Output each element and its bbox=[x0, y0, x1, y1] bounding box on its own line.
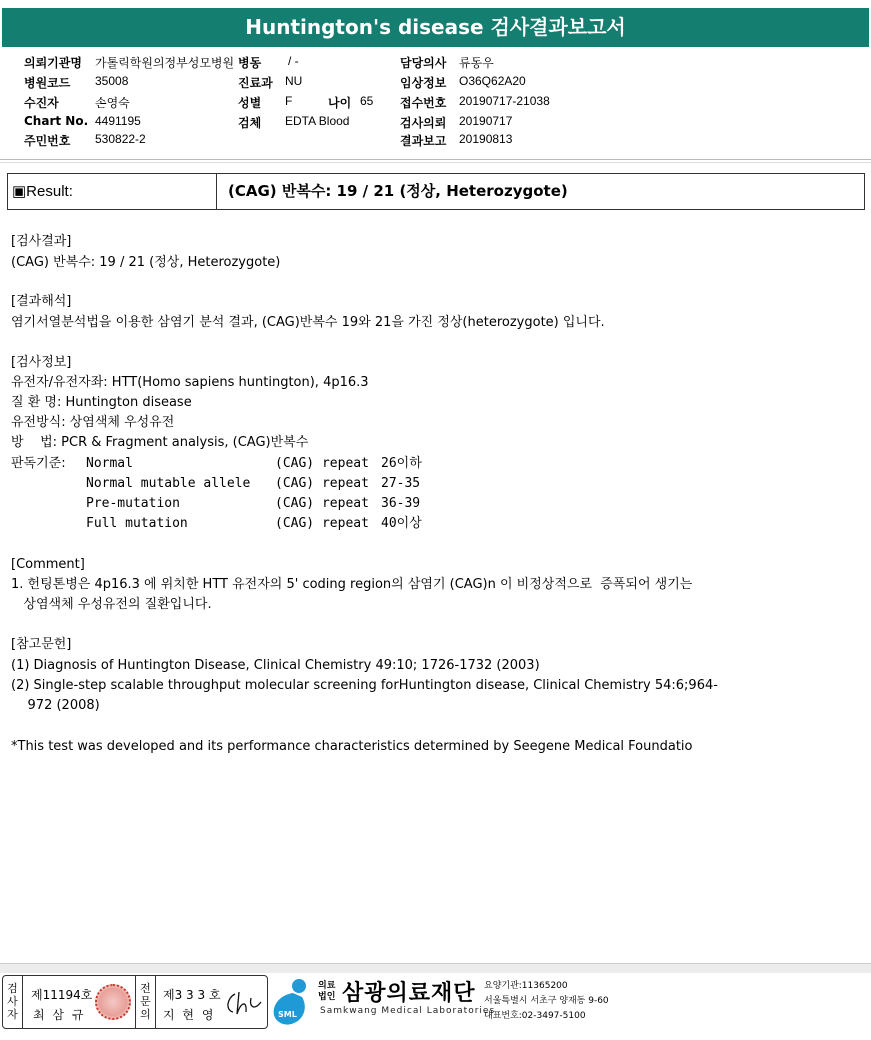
hospital-code-label: 병원코드 bbox=[24, 76, 71, 90]
tester-vertical-label: 검사자 bbox=[3, 976, 23, 1028]
info-header: [검사정보] bbox=[11, 355, 72, 370]
specimen-label: 검체 bbox=[238, 116, 262, 130]
info-method: 방 법: PCR & Fragment analysis, (CAG)반복수 bbox=[11, 435, 309, 450]
phone: 대표번호:02-3497-5100 bbox=[484, 1011, 586, 1021]
id-value: 530822-2 bbox=[95, 132, 146, 146]
criteria-label: 판독기준: bbox=[11, 456, 66, 471]
expert-vertical-label: 전문의 bbox=[136, 976, 156, 1028]
ref-header: [참고문헌] bbox=[11, 637, 72, 652]
info-disease: 질 환 명: Huntington disease bbox=[11, 395, 192, 410]
criteria-range: 27-35 bbox=[381, 476, 421, 491]
age-label: 나이 bbox=[328, 96, 352, 110]
expert-license-no: 제3 3 3 호 bbox=[163, 988, 221, 1002]
ref-line: 972 (2008) bbox=[11, 698, 100, 713]
patient-label: 수진자 bbox=[24, 96, 59, 110]
institution-code: 요양기관:11365200 bbox=[484, 981, 568, 991]
info-inherit: 유전방식: 상염색체 우성유전 bbox=[11, 415, 175, 430]
criteria-name: Normal mutable allele bbox=[86, 476, 251, 491]
doctor-label: 담당의사 bbox=[400, 56, 447, 70]
criteria-repeat: (CAG) repeat bbox=[275, 456, 369, 471]
institution-label: 의뢰기관명 bbox=[24, 56, 82, 70]
logo-english: Samkwang Medical Laboratories bbox=[320, 1006, 496, 1016]
receipt-label: 접수번호 bbox=[400, 96, 447, 110]
sml-logo-icon bbox=[270, 977, 314, 1027]
divider bbox=[0, 159, 871, 163]
request-label: 검사의뢰 bbox=[400, 116, 447, 130]
clinical-label: 임상정보 bbox=[400, 76, 447, 90]
comment-header: [Comment] bbox=[11, 557, 85, 572]
handwritten-signature-icon bbox=[221, 988, 263, 1020]
ref-line: (2) Single-step scalable throughput molecular screening forHuntington disease, Clinical Chemistry 54:6;964- bbox=[11, 678, 718, 693]
criteria-range: 36-39 bbox=[381, 496, 421, 511]
hospital-code-value: 35008 bbox=[95, 74, 129, 88]
age-value: 65 bbox=[360, 94, 374, 108]
interp-line: 염기서열분석법을 이용한 삼염기 분석 결과, (CAG)반복수 19와 21을 가진 정상(heterozygote) 입니다. bbox=[11, 315, 605, 330]
logo-small-text: 의료법인 bbox=[318, 981, 336, 1002]
info-gene: 유전자/유전자좌: HTT(Homo sapiens huntington), 4p16.3 bbox=[11, 375, 369, 390]
result-summary bbox=[7, 173, 865, 210]
footer-divider bbox=[0, 963, 871, 973]
report-value: 20190813 bbox=[459, 132, 513, 146]
dept-label: 진료과 bbox=[238, 76, 273, 90]
tester-name: 최 삼 규 bbox=[33, 1008, 86, 1022]
specimen-value: EDTA Blood bbox=[285, 114, 350, 128]
footnote: *This test was developed and its performance characteristics determined by Seegene Medical Foundatio bbox=[11, 739, 693, 754]
comment-line: 1. 헌팅톤병은 4p16.3 에 위치한 HTT 유전자의 5' coding region의 삼염기 (CAG)n 이 비정상적으로 증폭되어 생기는 bbox=[11, 577, 693, 592]
test-result-line: (CAG) 반복수: 19 / 21 (정상, Heterozygote) bbox=[11, 255, 281, 270]
id-label: 주민번호 bbox=[24, 134, 71, 148]
dept-value: NU bbox=[285, 74, 303, 88]
institution-value: 가톨릭학원의정부성모병원 bbox=[95, 56, 235, 70]
criteria-range: 26이하 bbox=[381, 456, 422, 471]
expert-name: 지 현 영 bbox=[163, 1008, 216, 1022]
signature-box bbox=[2, 975, 268, 1029]
doctor-value: 류동우 bbox=[459, 56, 494, 70]
contact-info bbox=[484, 979, 609, 1024]
interp-header: [결과해석] bbox=[11, 294, 72, 309]
criteria-repeat: (CAG) repeat bbox=[275, 496, 369, 511]
report-body bbox=[11, 232, 861, 762]
receipt-value: 20190717-21038 bbox=[459, 94, 550, 108]
patient-value: 손영숙 bbox=[95, 96, 130, 110]
ward-value: / - bbox=[288, 54, 299, 68]
criteria-name: Full mutation bbox=[86, 516, 188, 531]
logo-mark-text: SML bbox=[278, 1010, 297, 1019]
result-label: ▣Result: bbox=[8, 174, 217, 209]
seal-stamp-icon bbox=[95, 984, 131, 1020]
ward-label: 병동 bbox=[238, 56, 262, 70]
ref-line: (1) Diagnosis of Huntington Disease, Clinical Chemistry 49:10; 1726-1732 (2003) bbox=[11, 658, 540, 673]
criteria-repeat: (CAG) repeat bbox=[275, 516, 369, 531]
criteria-name: Pre-mutation bbox=[86, 496, 180, 511]
chart-value: 4491195 bbox=[95, 114, 141, 128]
criteria-name: Normal bbox=[86, 456, 133, 471]
report-title: Huntington's disease 검사결과보고서 bbox=[2, 8, 869, 47]
sex-value: F bbox=[285, 94, 293, 108]
clinical-value: O36Q62A20 bbox=[459, 74, 526, 88]
chart-label: Chart No. bbox=[24, 114, 89, 128]
request-value: 20190717 bbox=[459, 114, 513, 128]
result-value: (CAG) 반복수: 19 / 21 (정상, Heterozygote) bbox=[228, 182, 568, 200]
test-result-header: [검사결과] bbox=[11, 234, 72, 249]
criteria-range: 40이상 bbox=[381, 516, 422, 531]
logo-name: 삼광의료재단 bbox=[342, 981, 476, 1006]
address: 서울특별시 서초구 양재동 9-60 bbox=[484, 996, 609, 1006]
comment-line: 상염색체 우성유전의 질환입니다. bbox=[11, 597, 212, 612]
tester-license-no: 제11194호 bbox=[31, 988, 93, 1002]
report-label: 결과보고 bbox=[400, 134, 447, 148]
criteria-repeat: (CAG) repeat bbox=[275, 476, 369, 491]
sex-label: 성별 bbox=[238, 96, 262, 110]
